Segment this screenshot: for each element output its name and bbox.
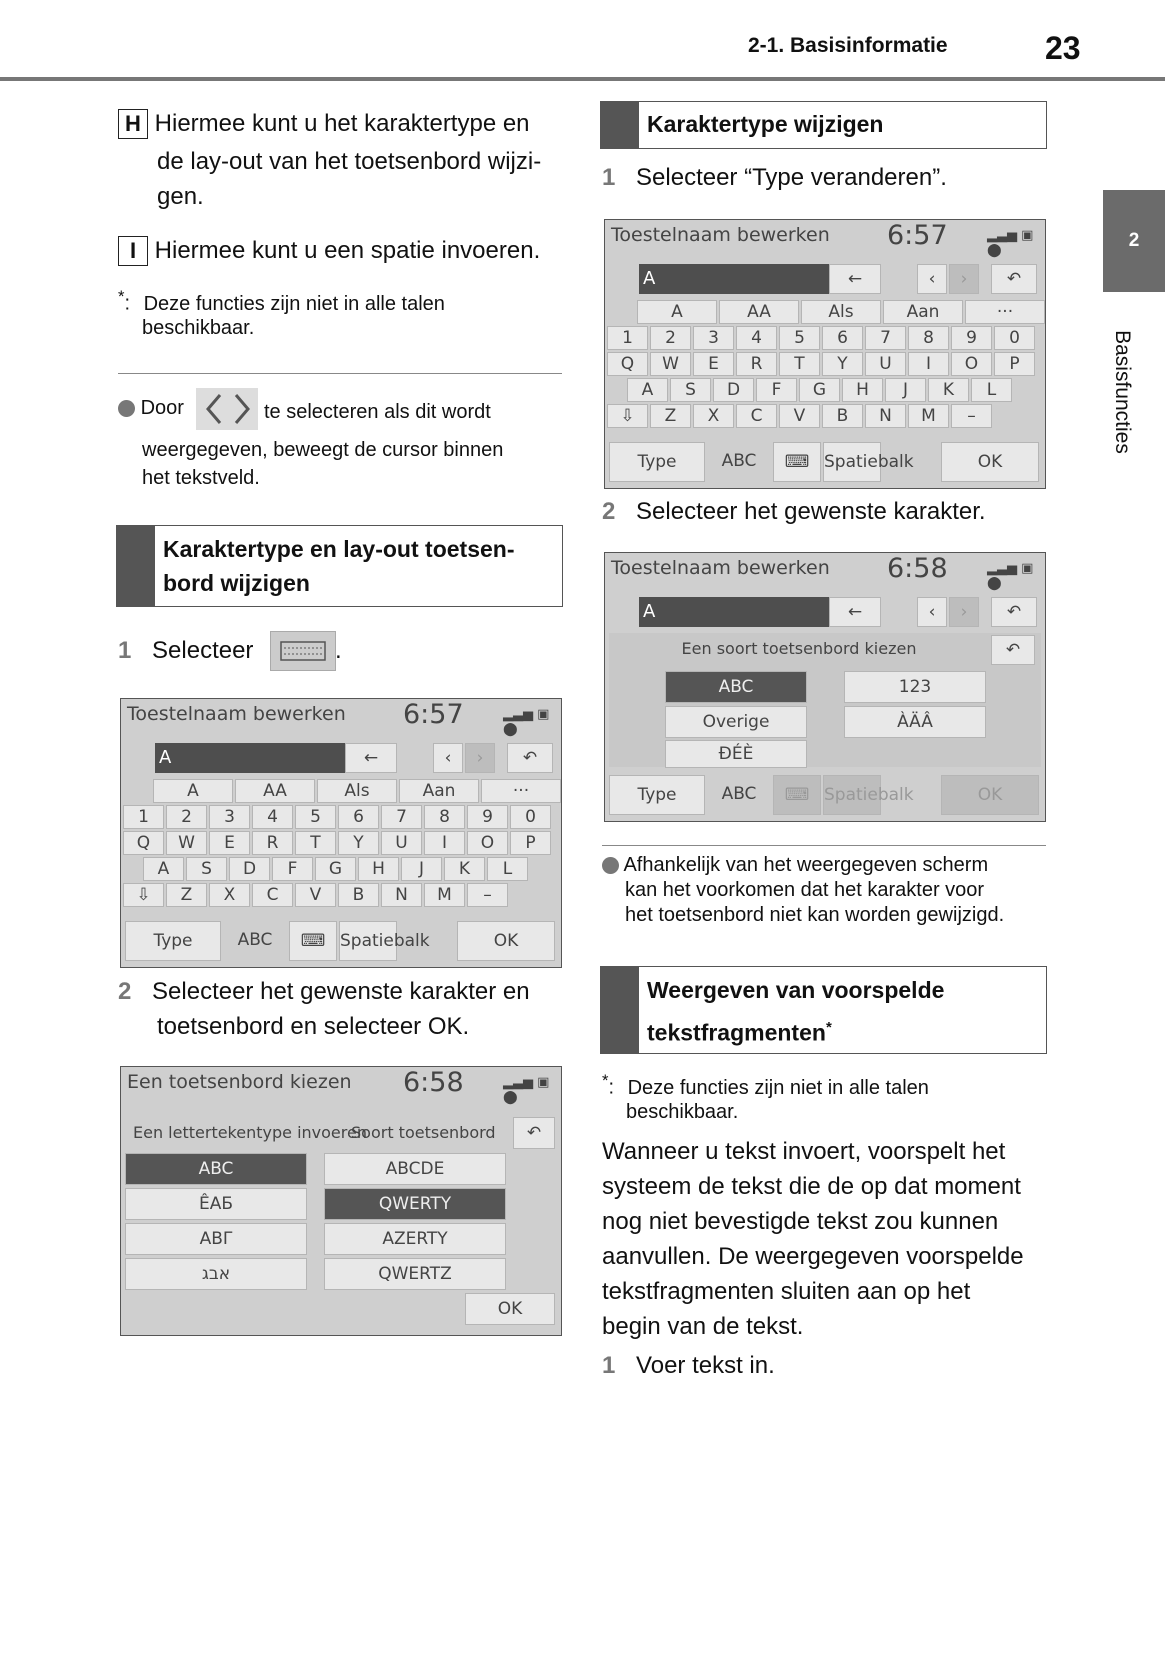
status-icons: ▂▃▅ ▣ ⬤ [503, 1075, 550, 1105]
clock: 6:57 [403, 699, 464, 730]
cursor-left-key[interactable]: ‹ [917, 597, 947, 627]
key-letter[interactable]: J [885, 378, 926, 402]
key-letter[interactable]: D [713, 378, 754, 402]
key-letter[interactable]: I [424, 831, 465, 855]
type-change-button[interactable]: Type [609, 442, 705, 482]
key-letter[interactable]: K [444, 857, 485, 881]
cursor-right-key[interactable]: › [465, 743, 495, 773]
key-letter[interactable]: Q [123, 831, 164, 855]
key-letter[interactable]: – [467, 883, 508, 907]
tip-door: Door [118, 393, 184, 423]
section-header: 2-1. Basisinformatie [748, 34, 948, 57]
text-field[interactable]: A [639, 264, 829, 294]
key-letter[interactable]: F [756, 378, 797, 402]
key-letter[interactable]: F [272, 857, 313, 881]
header-rule [0, 77, 1165, 81]
clock: 6:58 [887, 553, 948, 584]
type-change-button[interactable]: Type [125, 921, 221, 961]
charset-hebrew[interactable]: אבג [125, 1258, 307, 1290]
tip-door-line2: weergegeven, beweegt de cursor binnen [142, 439, 504, 461]
space-key[interactable]: Spatiebalk [823, 775, 881, 815]
note-left: *: Deze functies zijn niet in alle talen [118, 287, 445, 315]
key-letter[interactable]: G [799, 378, 840, 402]
section-heading-predict: Weergeven van voorspelde tekstfragmenten* [600, 966, 1047, 1054]
key-letter[interactable]: X [693, 404, 734, 428]
page-number: 23 [1045, 30, 1081, 66]
abc-label[interactable]: ABC [721, 784, 757, 804]
key-letter[interactable]: P [994, 352, 1035, 376]
key-letter[interactable]: Y [338, 831, 379, 855]
cursor-right-key[interactable]: › [949, 264, 979, 294]
case-key[interactable]: ··· [965, 300, 1045, 324]
bullet-note-line2: kan het voorkomen dat het karakter voor [625, 879, 985, 901]
note-left-line2: beschikbaar. [142, 317, 255, 339]
paragraph: Wanneer u tekst invoert, voorspelt het systeem de tekst die de op dat moment nog niet bevestigde tekst zou kunnen aanvullen. De weergegeven voorspelde tekstfragmenten sluiten aan op het begin van de tekst. [602, 1138, 1024, 1340]
status-icons: ▂▃▅ ▣ ⬤ [503, 707, 550, 737]
bullet-icon [118, 400, 135, 417]
layout-qwertz[interactable]: QWERTZ [324, 1258, 506, 1290]
abc-label[interactable]: ABC [721, 451, 757, 471]
type-overige[interactable]: Overige [665, 706, 807, 738]
type-change-button[interactable]: Type [609, 775, 705, 815]
case-key[interactable]: A [637, 300, 717, 324]
key-letter[interactable]: W [166, 831, 207, 855]
key-number[interactable]: 0 [510, 805, 551, 829]
text-field[interactable]: A [155, 743, 345, 773]
key-letter[interactable]: E [693, 352, 734, 376]
key-letter[interactable]: ⇩ [123, 883, 164, 907]
key-letter[interactable]: V [295, 883, 336, 907]
keyboard-icon[interactable]: ⌨ [773, 442, 821, 482]
key-number[interactable]: 7 [381, 805, 422, 829]
key-number[interactable]: 4 [252, 805, 293, 829]
key-letter[interactable]: R [736, 352, 777, 376]
clock: 6:57 [887, 220, 948, 251]
key-letter[interactable]: C [252, 883, 293, 907]
case-key[interactable]: Als [317, 779, 397, 803]
type-accented-a[interactable]: ÀÄÂ [844, 706, 986, 738]
chapter-label: Basisfuncties [1111, 330, 1134, 454]
key-h-icon: H [118, 109, 148, 139]
key-letter[interactable]: M [424, 883, 465, 907]
type-chooser-screen [604, 552, 1046, 822]
key-letter[interactable]: L [487, 857, 528, 881]
key-letter[interactable]: B [822, 404, 863, 428]
screen-title: Toestelnaam bewerken [611, 557, 830, 579]
item-h-line3: gen. [157, 183, 204, 210]
key-letter[interactable]: H [842, 378, 883, 402]
key-letter[interactable]: – [951, 404, 992, 428]
undo-key[interactable]: ↶ [507, 743, 553, 773]
key-number[interactable]: 1 [607, 326, 648, 350]
key-number[interactable]: 9 [951, 326, 992, 350]
key-i-icon: I [118, 236, 148, 266]
key-letter[interactable]: G [315, 857, 356, 881]
type-abc[interactable]: ABC [665, 671, 807, 703]
cursor-left-key[interactable]: ‹ [917, 264, 947, 294]
item-h: H Hiermee kunt u het karaktertype en [118, 106, 568, 141]
text-field[interactable]: A [639, 597, 829, 627]
key-letter[interactable]: D [229, 857, 270, 881]
left-step2: 2 Selecteer het gewenste karakter en [118, 978, 530, 1005]
key-number[interactable]: 8 [424, 805, 465, 829]
cursor-right-key[interactable]: › [949, 597, 979, 627]
status-icons: ▂▃▅ ▣ ⬤ [987, 561, 1034, 591]
layout-qwerty[interactable]: QWERTY [324, 1188, 506, 1220]
key-letter[interactable]: H [358, 857, 399, 881]
key-letter[interactable]: C [736, 404, 777, 428]
key-letter[interactable]: A [627, 378, 668, 402]
key-letter[interactable]: N [865, 404, 906, 428]
key-letter[interactable]: W [650, 352, 691, 376]
left-step1: 1 Selecteer [118, 637, 254, 664]
status-icons: ▂▃▅ ▣ ⬤ [987, 228, 1034, 258]
tip-door-line3: het tekstveld. [142, 467, 260, 489]
charset-abc[interactable]: ABC [125, 1153, 307, 1185]
key-letter[interactable]: T [779, 352, 820, 376]
backspace-key[interactable]: ← [829, 264, 881, 294]
case-key[interactable]: AA [235, 779, 315, 803]
key-letter[interactable]: S [186, 857, 227, 881]
key-letter[interactable]: Z [650, 404, 691, 428]
keyboard-screen-2 [604, 219, 1046, 489]
key-letter[interactable]: T [295, 831, 336, 855]
key-letter[interactable]: E [209, 831, 250, 855]
key-letter[interactable]: S [670, 378, 711, 402]
key-number[interactable]: 3 [209, 805, 250, 829]
key-letter[interactable]: O [951, 352, 992, 376]
key-letter[interactable]: V [779, 404, 820, 428]
key-number[interactable]: 8 [908, 326, 949, 350]
key-letter[interactable]: K [928, 378, 969, 402]
key-letter[interactable]: R [252, 831, 293, 855]
space-key[interactable]: Spatiebalk [823, 442, 881, 482]
key-number[interactable]: 5 [295, 805, 336, 829]
left-step1-dot: . [335, 637, 342, 664]
case-key[interactable]: Aan [883, 300, 963, 324]
back-button[interactable]: ↶ [513, 1117, 555, 1149]
key-letter[interactable]: X [209, 883, 250, 907]
type-accented-d[interactable]: ĐÉÈ [665, 740, 807, 768]
key-number[interactable]: 0 [994, 326, 1035, 350]
cursor-left-key[interactable]: ‹ [433, 743, 463, 773]
keyboard-icon [270, 631, 336, 671]
ok-button[interactable]: OK [465, 1293, 555, 1325]
select-keyboard-screen: Een toetsenbord kiezen 6:58 ▂▃▅ ▣ ⬤ Een lettertekentype invoeren Soort toetsenbord ↶ ABC ÊAБ ΑΒΓ אבג ABCDE QWERTY AZERTY QWERTZ OK [120, 1066, 562, 1336]
key-letter[interactable]: A [143, 857, 184, 881]
case-key[interactable]: AA [719, 300, 799, 324]
key-letter[interactable]: U [865, 352, 906, 376]
bullet-icon [602, 857, 619, 874]
screen-title: Toestelnaam bewerken [127, 703, 346, 725]
key-number[interactable]: 6 [822, 326, 863, 350]
key-letter[interactable]: Y [822, 352, 863, 376]
key-number[interactable]: 4 [736, 326, 777, 350]
keyboard-icon[interactable]: ⌨ [773, 775, 821, 815]
key-letter[interactable]: J [401, 857, 442, 881]
case-key[interactable]: ··· [481, 779, 561, 803]
ok-key[interactable]: OK [941, 775, 1039, 815]
key-number[interactable]: 2 [650, 326, 691, 350]
cursor-arrows-icon [196, 388, 258, 430]
backspace-key[interactable]: ← [829, 597, 881, 627]
case-key[interactable]: A [153, 779, 233, 803]
key-letter[interactable]: U [381, 831, 422, 855]
right-step2: 2 Selecteer het gewenste karakter. [602, 498, 986, 525]
ok-key[interactable]: OK [457, 921, 555, 961]
key-number[interactable]: 7 [865, 326, 906, 350]
divider-right [602, 845, 1046, 846]
key-number[interactable]: 1 [123, 805, 164, 829]
key-letter[interactable]: ⇩ [607, 404, 648, 428]
right-step3: 1 Voer tekst in. [602, 1352, 775, 1379]
layout-abcde[interactable]: ABCDE [324, 1153, 506, 1185]
right-step1: 1 Selecteer “Type veranderen”. [602, 164, 947, 191]
key-letter[interactable]: O [467, 831, 508, 855]
tip-door-rest: te selecteren als dit wordt [264, 401, 491, 423]
type-123[interactable]: 123 [844, 671, 986, 703]
charset-cyrillic[interactable]: ÊAБ [125, 1188, 307, 1220]
keyboard-icon[interactable]: ⌨ [289, 921, 337, 961]
section-heading-type: Karaktertype wijzigen [600, 101, 1047, 149]
case-key[interactable]: Aan [399, 779, 479, 803]
key-number[interactable]: 2 [166, 805, 207, 829]
chapter-tab: 2 [1103, 190, 1165, 292]
bullet-note: Afhankelijk van het weergegeven scherm [602, 853, 988, 878]
note-right-line2: beschikbaar. [626, 1101, 739, 1123]
case-key[interactable]: Als [801, 300, 881, 324]
key-letter[interactable]: N [381, 883, 422, 907]
keyboard-screen-1 [120, 698, 562, 968]
key-number[interactable]: 6 [338, 805, 379, 829]
section-heading-left: Karaktertype en lay-out toetsen- bord wijzigen [116, 525, 563, 607]
left-step2-line2: toetsenbord en selecteer OK. [157, 1013, 470, 1040]
key-letter[interactable]: Z [166, 883, 207, 907]
key-letter[interactable]: P [510, 831, 551, 855]
item-i: I Hiermee kunt u een spatie invoeren. [118, 233, 540, 268]
backspace-key[interactable]: ← [345, 743, 397, 773]
key-number[interactable]: 5 [779, 326, 820, 350]
bullet-note-line3: het toetsenbord niet kan worden gewijzigd. [625, 904, 1005, 926]
item-h-line2: de lay-out van het toetsenbord wijzi- [157, 148, 542, 175]
key-number[interactable]: 3 [693, 326, 734, 350]
key-letter[interactable]: Q [607, 352, 648, 376]
layout-azerty[interactable]: AZERTY [324, 1223, 506, 1255]
note-right: *: Deze functies zijn niet in alle talen [602, 1071, 929, 1099]
divider [118, 373, 562, 374]
key-letter[interactable]: M [908, 404, 949, 428]
abc-label[interactable]: ABC [237, 930, 273, 950]
key-letter[interactable]: I [908, 352, 949, 376]
key-number[interactable]: 9 [467, 805, 508, 829]
screen-title: Toestelnaam bewerken [611, 224, 830, 246]
key-letter[interactable]: L [971, 378, 1012, 402]
undo-key[interactable]: ↶ [991, 264, 1037, 294]
space-key[interactable]: Spatiebalk [339, 921, 397, 961]
type-back-button[interactable]: ↶ [991, 635, 1035, 665]
type-chooser-dialog: Een soort toetsenbord kiezen ↶ ABC 123 Overige ÀÄÂ ĐÉÈ [609, 633, 1041, 767]
undo-key[interactable]: ↶ [991, 597, 1037, 627]
charset-greek[interactable]: ΑΒΓ [125, 1223, 307, 1255]
key-letter[interactable]: B [338, 883, 379, 907]
ok-key[interactable]: OK [941, 442, 1039, 482]
